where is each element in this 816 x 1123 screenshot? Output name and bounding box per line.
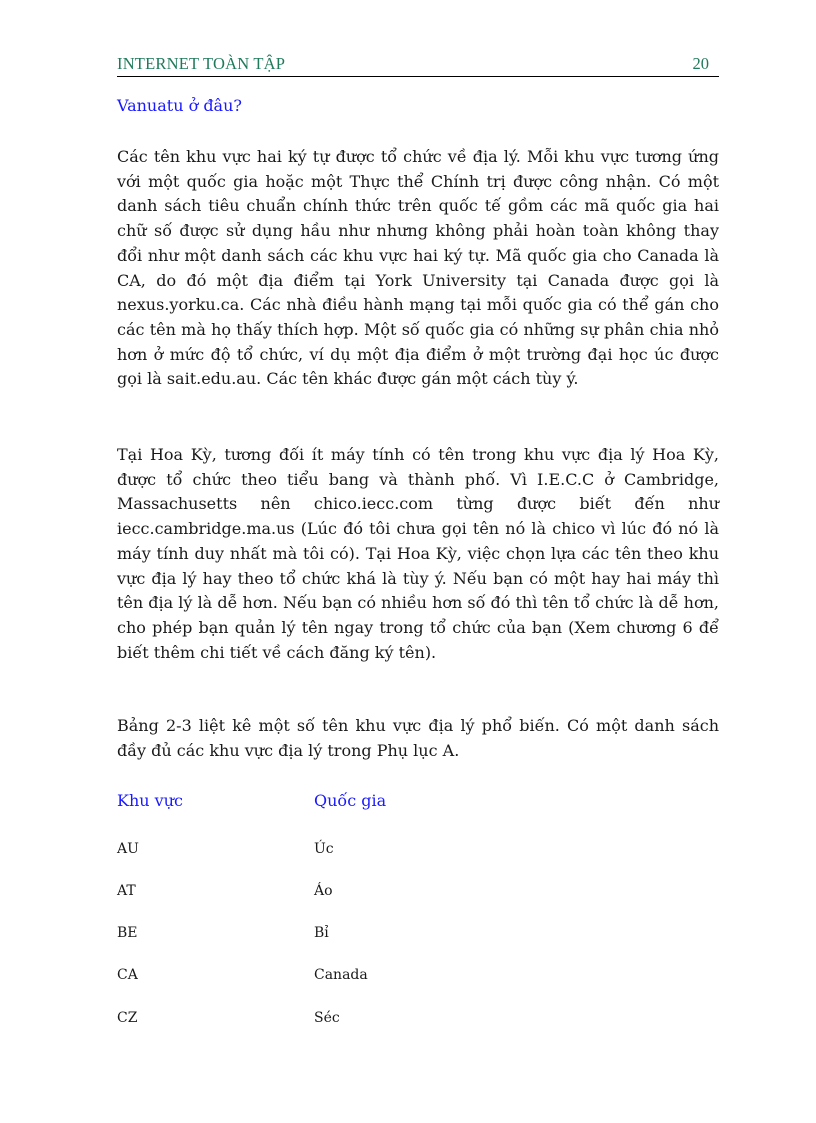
page-header [117, 52, 719, 77]
region-code: BE [117, 925, 138, 941]
table-row [117, 925, 617, 947]
region-code: AU [117, 841, 139, 857]
table-row [117, 1010, 617, 1032]
table-row [117, 967, 617, 989]
table-header-region: Khu vực [117, 791, 183, 810]
running-title: INTERNET TOÀN TẬP [117, 54, 286, 73]
table-row [117, 883, 617, 905]
table-row [117, 841, 617, 863]
region-code: CA [117, 967, 138, 983]
paragraph-2: Tại Hoa Kỳ, tương đối ít máy tính có tên trong khu vực địa lý Hoa Kỳ, được tổ chức theo tiểu bang và thành phố. Vì I.E.C.C ở Cambridge, Massachusetts nên chico.iecc.com từng được biết đến như iecc.cambridge.ma.us (Lúc đó tôi chưa gọi tên nó là chico vì lúc đó nó là máy tính duy nhất mà tôi có). Tại Hoa Kỳ, việc chọn lựa các tên theo khu vực địa lý hay theo tổ chức khá là tùy ý. Nếu bạn có một hay hai máy thì tên địa lý là dễ hơn. Nếu bạn có nhiều hơn số đó thì tên tổ chức là dễ hơn, cho phép bạn quản lý tên ngay trong tổ chức của bạn (Xem chương 6 để biết thêm chi tiết về cách đăng ký tên). [117, 445, 719, 662]
country-name: Áo [314, 883, 333, 899]
page-number: 20 [692, 54, 709, 73]
section-heading: Vanuatu ở đâu? [117, 96, 242, 115]
table-header-country: Quốc gia [314, 791, 387, 810]
country-name: Bỉ [314, 925, 329, 941]
paragraph-1: Các tên khu vực hai ký tự được tổ chức về địa lý. Mỗi khu vực tương ứng với một quốc gia hoặc một Thực thể Chính trị được công nhận. Có một danh sách tiêu chuẩn chính thức trên quốc tế gồm các mã quốc gia hai chữ số được sử dụng hầu như nhưng không phải hoàn toàn không thay đổi như một danh sách các khu vực hai ký tự. Mã quốc gia cho Canada là CA, do đó một địa điểm tại York University tại Canada được gọi là nexus.yorku.ca. Các nhà điều hành mạng tại mỗi quốc gia có thể gán cho các tên mà họ thấy thích hợp. Một số quốc gia có những sự phân chia nhỏ hơn ở mức độ tổ chức, ví dụ một địa điểm ở một trường đại học úc được gọi là sait.edu.au. Các tên khác được gán một cách tùy ý. [117, 147, 719, 389]
region-code: AT [117, 883, 136, 899]
region-code: CZ [117, 1010, 138, 1026]
country-name: Úc [314, 841, 334, 857]
paragraph-3: Bảng 2-3 liệt kê một số tên khu vực địa lý phổ biến. Có một danh sách đầy đủ các khu vực địa lý trong Phụ lục A. [117, 716, 719, 760]
country-name: Canada [314, 967, 368, 983]
country-name: Séc [314, 1010, 340, 1026]
